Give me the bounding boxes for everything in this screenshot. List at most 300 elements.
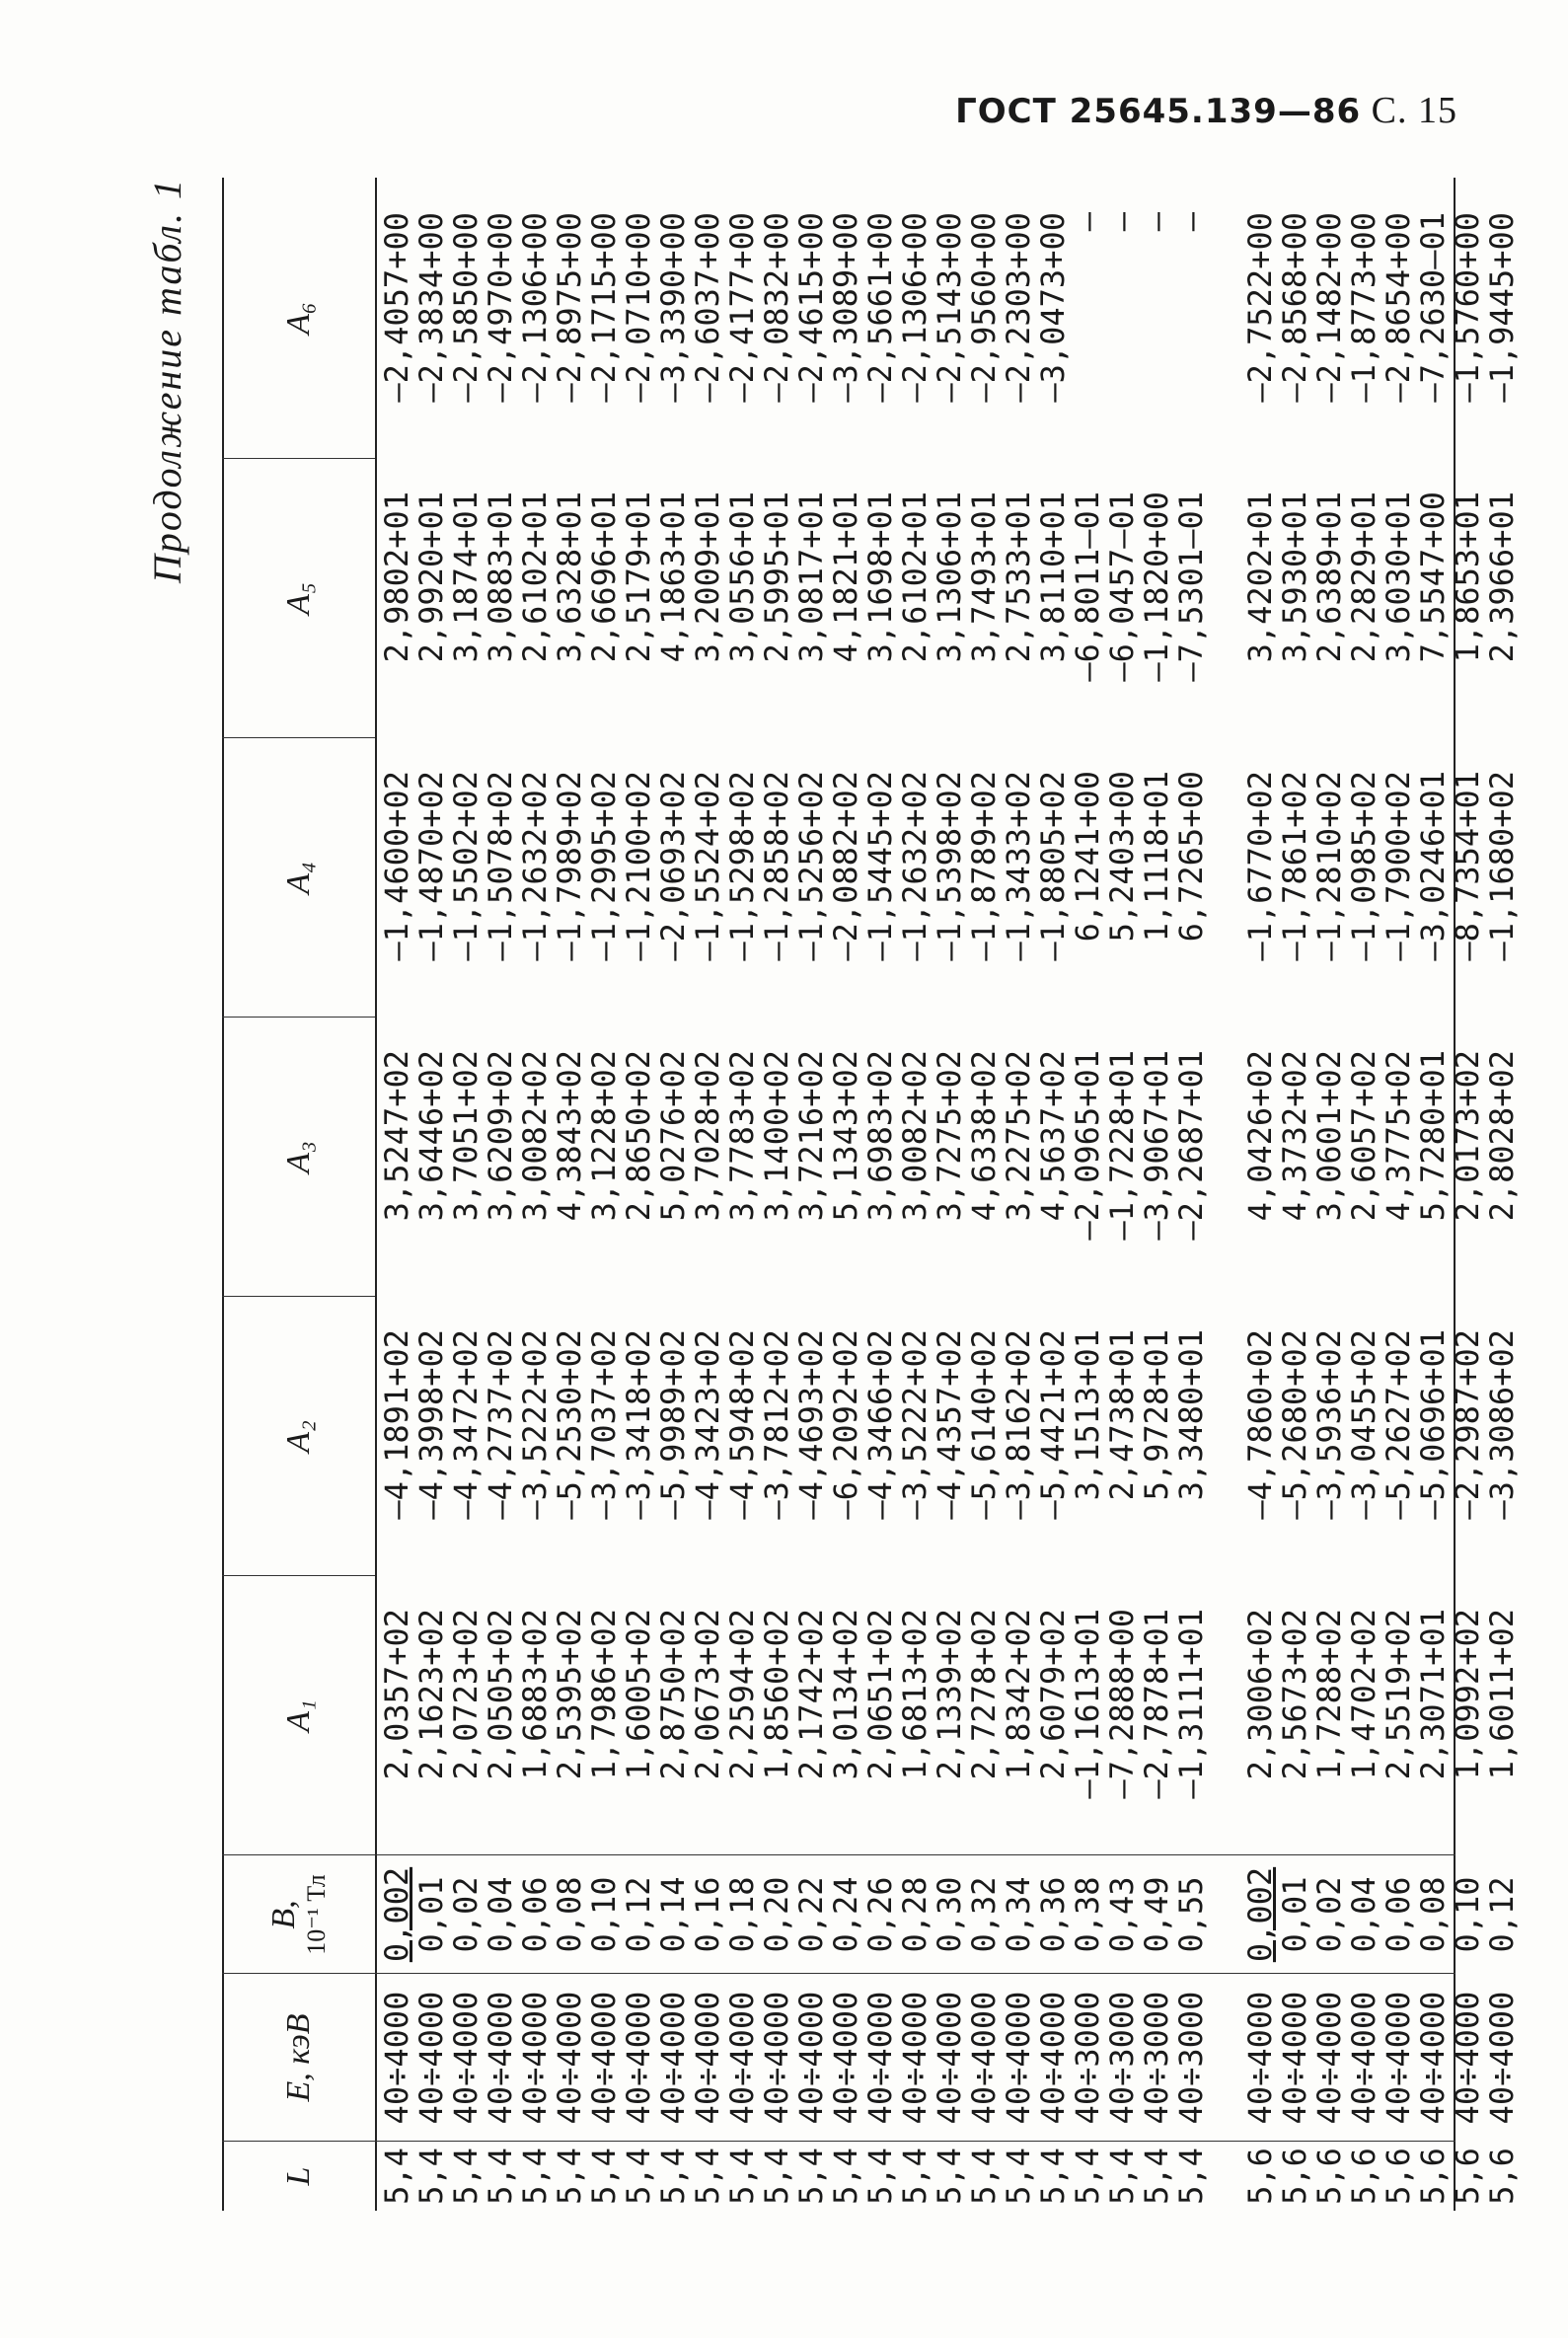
table-cell: —3,0246+01 [1414, 771, 1452, 961]
table-cell: 1,6813+02 [896, 1609, 933, 1780]
table-cell: —2,1482+00 [1310, 212, 1348, 403]
table-cell: 40÷4000 [482, 1991, 519, 2125]
table-cell: —1,2632+02 [516, 771, 554, 961]
table-cell: 3,6209+02 [482, 1050, 519, 1222]
table-cell: 0,02 [1310, 1876, 1348, 1953]
col-separator [222, 1575, 375, 1576]
table-cell: —2,1306+00 [896, 212, 933, 403]
col-separator [222, 1296, 375, 1297]
table-cell: 3,0082+02 [896, 1050, 933, 1222]
table-cell: —1,2995+02 [585, 771, 623, 961]
table-cell: —6,2092+02 [827, 1329, 864, 1520]
table-cell: 3,6446+02 [412, 1050, 450, 1222]
table-cell: 0,24 [827, 1876, 864, 1953]
table-cell: 3,1306+01 [931, 491, 968, 663]
table-cell: 2,9920+01 [412, 491, 450, 663]
table-cell: —1,7900+02 [1380, 771, 1417, 961]
table-cell: 5,1343+02 [827, 1050, 864, 1222]
table-cell: 2,2829+01 [1345, 491, 1382, 663]
table-cell: —4,7860+02 [1241, 1329, 1279, 1520]
table-cell: 2,3966+01 [1483, 491, 1521, 663]
table-cell: 1,6005+02 [620, 1609, 657, 1780]
table-cell: 40÷4000 [931, 1991, 968, 2125]
table-cell: 40÷4000 [1000, 1991, 1037, 2125]
table-cell: —1,8789+02 [965, 771, 1003, 961]
table-cell: 0,16 [689, 1876, 726, 1953]
table-cell: 40÷4000 [792, 1991, 830, 2125]
group-gap [1209, 771, 1243, 1018]
table-cell: 0,36 [1034, 1876, 1072, 1953]
table-cell: 3,1400+02 [758, 1050, 795, 1222]
col-separator [222, 458, 375, 459]
table-cell: 5,4 [447, 2148, 485, 2205]
table-cell: 40÷3000 [1138, 1991, 1175, 2125]
table-cell: 0,38 [1069, 1876, 1106, 1953]
group-gap [1209, 1329, 1243, 1576]
table-cell: 3,7783+02 [723, 1050, 761, 1222]
table-cell: 2,6102+01 [516, 491, 554, 663]
group-gap [1209, 1974, 1243, 2142]
table-cell: 2,5673+02 [1276, 1609, 1313, 1780]
table-cell: —8,7354+01 [1449, 771, 1486, 961]
table-cell: 40÷4000 [585, 1991, 623, 2125]
table-cell: —2,5850+00 [447, 212, 485, 403]
table-cell: —1,5502+02 [447, 771, 485, 961]
table-cell: —4,1891+02 [378, 1329, 415, 1520]
col-header-A6: A₆ [279, 302, 317, 335]
table-cell: 5,7280+01 [1414, 1050, 1452, 1222]
table-cell: 7,5547+00 [1414, 491, 1452, 663]
group-gap [1209, 1050, 1243, 1297]
table-cell: —2,1306+00 [516, 212, 554, 403]
table-cell: —4,4693+02 [792, 1329, 830, 1520]
table-cell: —1,1820+00 [1138, 491, 1175, 682]
table-cell: 1,8342+02 [1000, 1609, 1037, 1780]
table-cell: 5,4 [1000, 2148, 1037, 2205]
table-cell: 4,6338+02 [965, 1050, 1003, 1222]
table-cell: —3,3390+00 [654, 212, 692, 403]
table-cell: 5,4 [896, 2148, 933, 2205]
table-cell: —4,4357+02 [931, 1329, 968, 1520]
col-header-E: E, кэВ [279, 2013, 317, 2102]
table-cell: 5,0276+02 [654, 1050, 692, 1222]
table-cell: 5,4 [585, 2148, 623, 2205]
col-header-B [222, 1855, 375, 1974]
table-cell: 5,9728+01 [1138, 1329, 1175, 1501]
table-cell: 40÷4000 [1380, 1991, 1417, 2125]
table-caption: Продолжение табл. 1 [145, 178, 189, 584]
table-cell: —4,3998+02 [412, 1329, 450, 1520]
table-cell: —2,0882+02 [827, 771, 864, 961]
table-cell: 1,6011+02 [1483, 1609, 1521, 1780]
table-cell: —2,0832+00 [758, 212, 795, 403]
table-cell: 5,6 [1276, 2148, 1313, 2205]
col-header-A3: A₃ [279, 1141, 317, 1173]
group-gap [1209, 491, 1243, 738]
table-cell: —1,1613+01 [1069, 1609, 1106, 1799]
table-cell: 40÷4000 [896, 1991, 933, 2125]
table-cell: 5,4 [1069, 2148, 1106, 2205]
table-cell: 2,5179+01 [620, 491, 657, 663]
table-cell: 0,002 [378, 1866, 415, 1963]
table-cell: 2,1339+02 [931, 1609, 968, 1780]
table-cell: 0,30 [931, 1876, 968, 1953]
table-cell: —1,9445+00 [1483, 212, 1521, 403]
table-cell: 5,4 [689, 2148, 726, 2205]
table-cell: —2,2987+02 [1449, 1329, 1486, 1520]
table-cell: 2,1623+02 [412, 1609, 450, 1780]
column-A6 [380, 212, 1520, 459]
rotated-table-area [118, 178, 1521, 2211]
table-cell: 2,0173+02 [1449, 1050, 1486, 1222]
table-cell: 5,4 [792, 2148, 830, 2205]
table-cell: —4,3423+02 [689, 1329, 726, 1520]
table-cell: 0,14 [654, 1876, 692, 1953]
standard-number: ГОСТ 25645.139—86 [955, 92, 1362, 131]
table-cell: —1,2810+02 [1310, 771, 1348, 961]
table-cell: —7,2888+00 [1103, 1609, 1141, 1799]
table-cell: 0,06 [516, 1876, 554, 1953]
table-cell: —5,0696+01 [1414, 1329, 1452, 1520]
table-cell: —5,4421+02 [1034, 1329, 1072, 1520]
table-cell: 6,7265+00 [1172, 771, 1210, 943]
col-header-B-symbol: B, [265, 1900, 303, 1929]
table-cell: 40÷4000 [861, 1991, 899, 2125]
table-cell: 3,6030+01 [1380, 491, 1417, 663]
table-cell: 40÷4000 [1449, 1991, 1486, 2125]
table-cell: —1,0985+02 [1345, 771, 1382, 961]
table-cell: 40÷4000 [827, 1991, 864, 2125]
table-cell: 40÷4000 [1483, 1991, 1521, 2125]
table-cell: 5,4 [551, 2148, 588, 2205]
col-header-A5: A₅ [279, 582, 317, 615]
table-cell: 40÷3000 [1103, 1991, 1141, 2125]
table-cell: 3,1698+01 [861, 491, 899, 663]
table-cell: 5,4 [482, 2148, 519, 2205]
table-cell: —2,0965+01 [1069, 1050, 1106, 1241]
table-cell: 1,4702+02 [1345, 1609, 1382, 1780]
table-cell: 5,6 [1310, 2148, 1348, 2205]
table-cell: 0,08 [551, 1876, 588, 1953]
table-cell: 3,8110+01 [1034, 491, 1072, 663]
table-cell: 0,32 [965, 1876, 1003, 1953]
table-cell: 40÷4000 [965, 1991, 1003, 2125]
table-cell: 40÷4000 [1310, 1991, 1348, 2125]
table-cell: 40÷4000 [412, 1991, 450, 2125]
table-cell: 2,5395+02 [551, 1609, 588, 1780]
header-rule [375, 178, 377, 2211]
table-cell: 40÷4000 [1241, 1991, 1279, 2125]
table-cell: —1,4870+02 [412, 771, 450, 961]
table-cell: 1,6883+02 [516, 1609, 554, 1780]
table-cell: 3,7216+02 [792, 1050, 830, 1222]
table-cell: —1,3433+02 [1000, 771, 1037, 961]
table-cell: 3,3480+01 [1172, 1329, 1210, 1501]
table-cell: 2,0651+02 [861, 1609, 899, 1780]
table-cell: 3,7493+01 [965, 491, 1003, 663]
table-cell: 3,2009+01 [689, 491, 726, 663]
table-cell: —1,7861+02 [1276, 771, 1313, 961]
table-cell: 0,28 [896, 1876, 933, 1953]
table-cell: 3,7051+02 [447, 1050, 485, 1222]
table-cell: 2,0357+02 [378, 1609, 415, 1780]
table-cell: 1,8653+01 [1449, 491, 1486, 663]
table-cell: —1,1680+02 [1483, 771, 1521, 961]
table-cell: —3,5936+02 [1310, 1329, 1348, 1520]
table-cell: 1,0992+02 [1449, 1609, 1486, 1780]
table-cell: —2,3834+00 [412, 212, 450, 403]
col-header-A4: A₄ [279, 862, 317, 894]
table-cell: 2,7533+01 [1000, 491, 1037, 663]
table-cell: —1,2632+02 [896, 771, 933, 961]
table-cell: —3,8162+02 [1000, 1329, 1037, 1520]
table-cell: 1,7986+02 [585, 1609, 623, 1780]
table-cell: —2,8654+00 [1380, 212, 1417, 403]
table-cell: 2,4738+01 [1103, 1329, 1141, 1501]
table-cell: —1,5256+02 [792, 771, 830, 961]
group-gap [1209, 2142, 1243, 2211]
table-cell: —2,7522+00 [1241, 212, 1279, 403]
table-cell: —6,0457—01 [1103, 491, 1141, 682]
table-cell: 2,6389+01 [1310, 491, 1348, 663]
table-cell: 40÷3000 [1172, 1991, 1210, 2125]
table-cell: —1,2100+02 [620, 771, 657, 961]
table-cell: 5,4 [827, 2148, 864, 2205]
table-cell: 5,4 [1034, 2148, 1072, 2205]
table-cell: —1,5524+02 [689, 771, 726, 961]
table-cell: 40÷4000 [1414, 1991, 1452, 2125]
table-cell: 4,3775+02 [1380, 1050, 1417, 1222]
page-number: С. 15 [1371, 90, 1457, 131]
table-cell: 3,2275+02 [1000, 1050, 1037, 1222]
table-cell: —2,2687+01 [1172, 1050, 1210, 1241]
table-cell: 3,7028+02 [689, 1050, 726, 1222]
table-cell: 2,5995+01 [758, 491, 795, 663]
table-cell: 2,5519+02 [1380, 1609, 1417, 1780]
column-A1 [380, 1609, 1520, 1855]
table-cell: — [1138, 212, 1175, 232]
table-cell: —4,2737+02 [482, 1329, 519, 1520]
table-cell: — [1172, 212, 1210, 232]
table-cell: 40÷4000 [551, 1991, 588, 2125]
table-cell: — [1069, 212, 1106, 232]
table-cell: 40÷4000 [758, 1991, 795, 2125]
table-cell: —3,0473+00 [1034, 212, 1072, 403]
table-cell: 2,0673+02 [689, 1609, 726, 1780]
table-cell: —2,8975+00 [551, 212, 588, 403]
table-cell: 5,4 [378, 2148, 415, 2205]
table-cell: 2,8028+02 [1483, 1050, 1521, 1222]
table-cell: 5,6 [1449, 2148, 1486, 2205]
table-cell: 5,2403+00 [1103, 771, 1141, 943]
col-separator [222, 737, 375, 738]
table-cell: —2,2303+00 [1000, 212, 1037, 403]
table-cell: 2,6102+01 [896, 491, 933, 663]
table-cell: —1,6770+02 [1241, 771, 1279, 961]
table-cell: 3,1513+01 [1069, 1329, 1106, 1501]
table-cell: —2,7878+01 [1138, 1609, 1175, 1799]
table-cell: 0,22 [792, 1876, 830, 1953]
table-cell: 0,06 [1380, 1876, 1417, 1953]
table-cell: —1,5760+00 [1449, 212, 1486, 403]
page-header [955, 89, 1457, 132]
table-cell: —5,2530+02 [551, 1329, 588, 1520]
table-cell: 3,1874+01 [447, 491, 485, 663]
table-cell: —1,5445+02 [861, 771, 899, 961]
table-cell: 0,01 [1276, 1876, 1313, 1953]
table-cell: 0,04 [1345, 1876, 1382, 1953]
table-cell: 5,6 [1345, 2148, 1382, 2205]
table-cell: 5,4 [931, 2148, 968, 2205]
table-cell: 5,4 [1103, 2148, 1141, 2205]
table-cell: —4,3472+02 [447, 1329, 485, 1520]
table-cell: —3,3086+02 [1483, 1329, 1521, 1520]
table-cell: 2,9802+01 [378, 491, 415, 663]
table-cell: —6,8011—01 [1069, 491, 1106, 682]
table-cell: —3,3089+00 [827, 212, 864, 403]
table-cell: —2,6037+00 [689, 212, 726, 403]
data-table [222, 178, 1521, 2211]
group-gap [1209, 1609, 1243, 1855]
table-cell: 0,10 [585, 1876, 623, 1953]
table-cell: 2,1742+02 [792, 1609, 830, 1780]
table-cell: —5,2627+02 [1380, 1329, 1417, 1520]
table-cell: 0,34 [1000, 1876, 1037, 1953]
table-cell: 40÷3000 [1069, 1991, 1106, 2125]
table-cell: 0,12 [620, 1876, 657, 1953]
table-cell: 3,0883+01 [482, 491, 519, 663]
table-cell: 0,12 [1483, 1876, 1521, 1953]
table-cell: —5,6140+02 [965, 1329, 1003, 1520]
group-gap [1209, 212, 1243, 459]
table-cell: —2,0693+02 [654, 771, 692, 961]
table-cell: 0,18 [723, 1876, 761, 1953]
table-cell: 2,6079+02 [1034, 1609, 1072, 1780]
col-header-L: L [279, 2166, 317, 2186]
column-A3 [380, 1050, 1520, 1297]
table-cell: —2,8568+00 [1276, 212, 1313, 403]
table-cell: 0,20 [758, 1876, 795, 1953]
table-cell: 2,7278+02 [965, 1609, 1003, 1780]
col-separator [222, 1017, 375, 1018]
table-cell: 40÷4000 [516, 1991, 554, 2125]
table-cell: —2,5143+00 [931, 212, 968, 403]
table-cell: 3,0817+01 [792, 491, 830, 663]
table-cell: 40÷4000 [1276, 1991, 1313, 2125]
table-cell: 4,1863+01 [654, 491, 692, 663]
table-cell: 2,3071+01 [1414, 1609, 1452, 1780]
table-cell: 4,3732+02 [1276, 1050, 1313, 1222]
table-cell: 1,8560+02 [758, 1609, 795, 1780]
table-cell: —1,4600+02 [378, 771, 415, 961]
table-cell: 2,6057+02 [1345, 1050, 1382, 1222]
table-cell: 5,4 [412, 2148, 450, 2205]
table-cell: 5,4 [965, 2148, 1003, 2205]
table-cell: 5,6 [1241, 2148, 1279, 2205]
table-cell: 4,1821+01 [827, 491, 864, 663]
table-cell: —3,7037+02 [585, 1329, 623, 1520]
table-cell: —5,9989+02 [654, 1329, 692, 1520]
table-cell: 0,002 [1241, 1866, 1279, 1963]
table-cell: 2,6696+01 [585, 491, 623, 663]
table-cell: —7,5301—01 [1172, 491, 1210, 682]
table-cell: 0,04 [482, 1876, 519, 1953]
table-cell: 2,2594+02 [723, 1609, 761, 1780]
table-cell: —2,4615+00 [792, 212, 830, 403]
table-cell: 3,5930+01 [1276, 491, 1313, 663]
table-cell: 3,0082+02 [516, 1050, 554, 1222]
table-cell: 5,4 [723, 2148, 761, 2205]
table-cell: —2,1715+00 [585, 212, 623, 403]
table-cell: —2,4970+00 [482, 212, 519, 403]
table-cell: —4,5948+02 [723, 1329, 761, 1520]
table-cell: 0,43 [1103, 1876, 1141, 1953]
table-cell: 4,0426+02 [1241, 1050, 1279, 1222]
table-cell: — [1103, 212, 1141, 232]
table-cell: 3,0134+02 [827, 1609, 864, 1780]
table-cell: —1,8805+02 [1034, 771, 1072, 961]
table-cell: —1,5078+02 [482, 771, 519, 961]
table-cell: 5,6 [1414, 2148, 1452, 2205]
table-cell: 0,08 [1414, 1876, 1452, 1953]
table-cell: —1,7989+02 [551, 771, 588, 961]
table-cell: 3,6328+01 [551, 491, 588, 663]
table-cell: —2,4057+00 [378, 212, 415, 403]
column-B [380, 1855, 1520, 1974]
table-cell: 5,4 [758, 2148, 795, 2205]
table-cell: 40÷4000 [378, 1991, 415, 2125]
table-cell: 40÷4000 [620, 1991, 657, 2125]
table-cell: —1,2858+02 [758, 771, 795, 961]
table-cell: 5,4 [654, 2148, 692, 2205]
table-cell: 3,4202+01 [1241, 491, 1279, 663]
column-A4 [380, 771, 1520, 1018]
table-cell: 5,6 [1483, 2148, 1521, 2205]
table-cell: 2,3006+02 [1241, 1609, 1279, 1780]
table-cell: 0,02 [447, 1876, 485, 1953]
table-cell: 40÷4000 [723, 1991, 761, 2125]
table-cell: 3,0556+01 [723, 491, 761, 663]
column-A2 [380, 1329, 1520, 1576]
table-cell: —1,5298+02 [723, 771, 761, 961]
table-cell: 2,8650+02 [620, 1050, 657, 1222]
table-cell: 40÷4000 [654, 1991, 692, 2125]
table-cell: 5,4 [620, 2148, 657, 2205]
table-cell: 5,4 [516, 2148, 554, 2205]
table-cell: —1,8773+00 [1345, 212, 1382, 403]
table-cell: —2,9560+00 [965, 212, 1003, 403]
table-cell: 5,4 [1172, 2148, 1210, 2205]
table-cell: 3,5247+02 [378, 1050, 415, 1222]
table-cell: 0,55 [1172, 1876, 1210, 1953]
table-cell: 0,10 [1449, 1876, 1486, 1953]
table-cell: 3,1228+02 [585, 1050, 623, 1222]
table-cell: —2,4177+00 [723, 212, 761, 403]
table-cell: —3,5222+02 [896, 1329, 933, 1520]
table-cell: —2,0710+00 [620, 212, 657, 403]
table-cell: —4,3466+02 [861, 1329, 899, 1520]
table-cell: 40÷4000 [1345, 1991, 1382, 2125]
table-cell: —1,7228+01 [1103, 1050, 1141, 1241]
column-A5 [380, 491, 1520, 738]
table-cell: 3,7275+02 [931, 1050, 968, 1222]
col-header-A1: A₁ [279, 1699, 317, 1732]
table-cell: 40÷4000 [1034, 1991, 1072, 2125]
table-cell: 2,0723+02 [447, 1609, 485, 1780]
table-cell: 1,1118+01 [1138, 771, 1175, 943]
table-cell: —3,7812+02 [758, 1329, 795, 1520]
table-cell: 40÷4000 [447, 1991, 485, 2125]
